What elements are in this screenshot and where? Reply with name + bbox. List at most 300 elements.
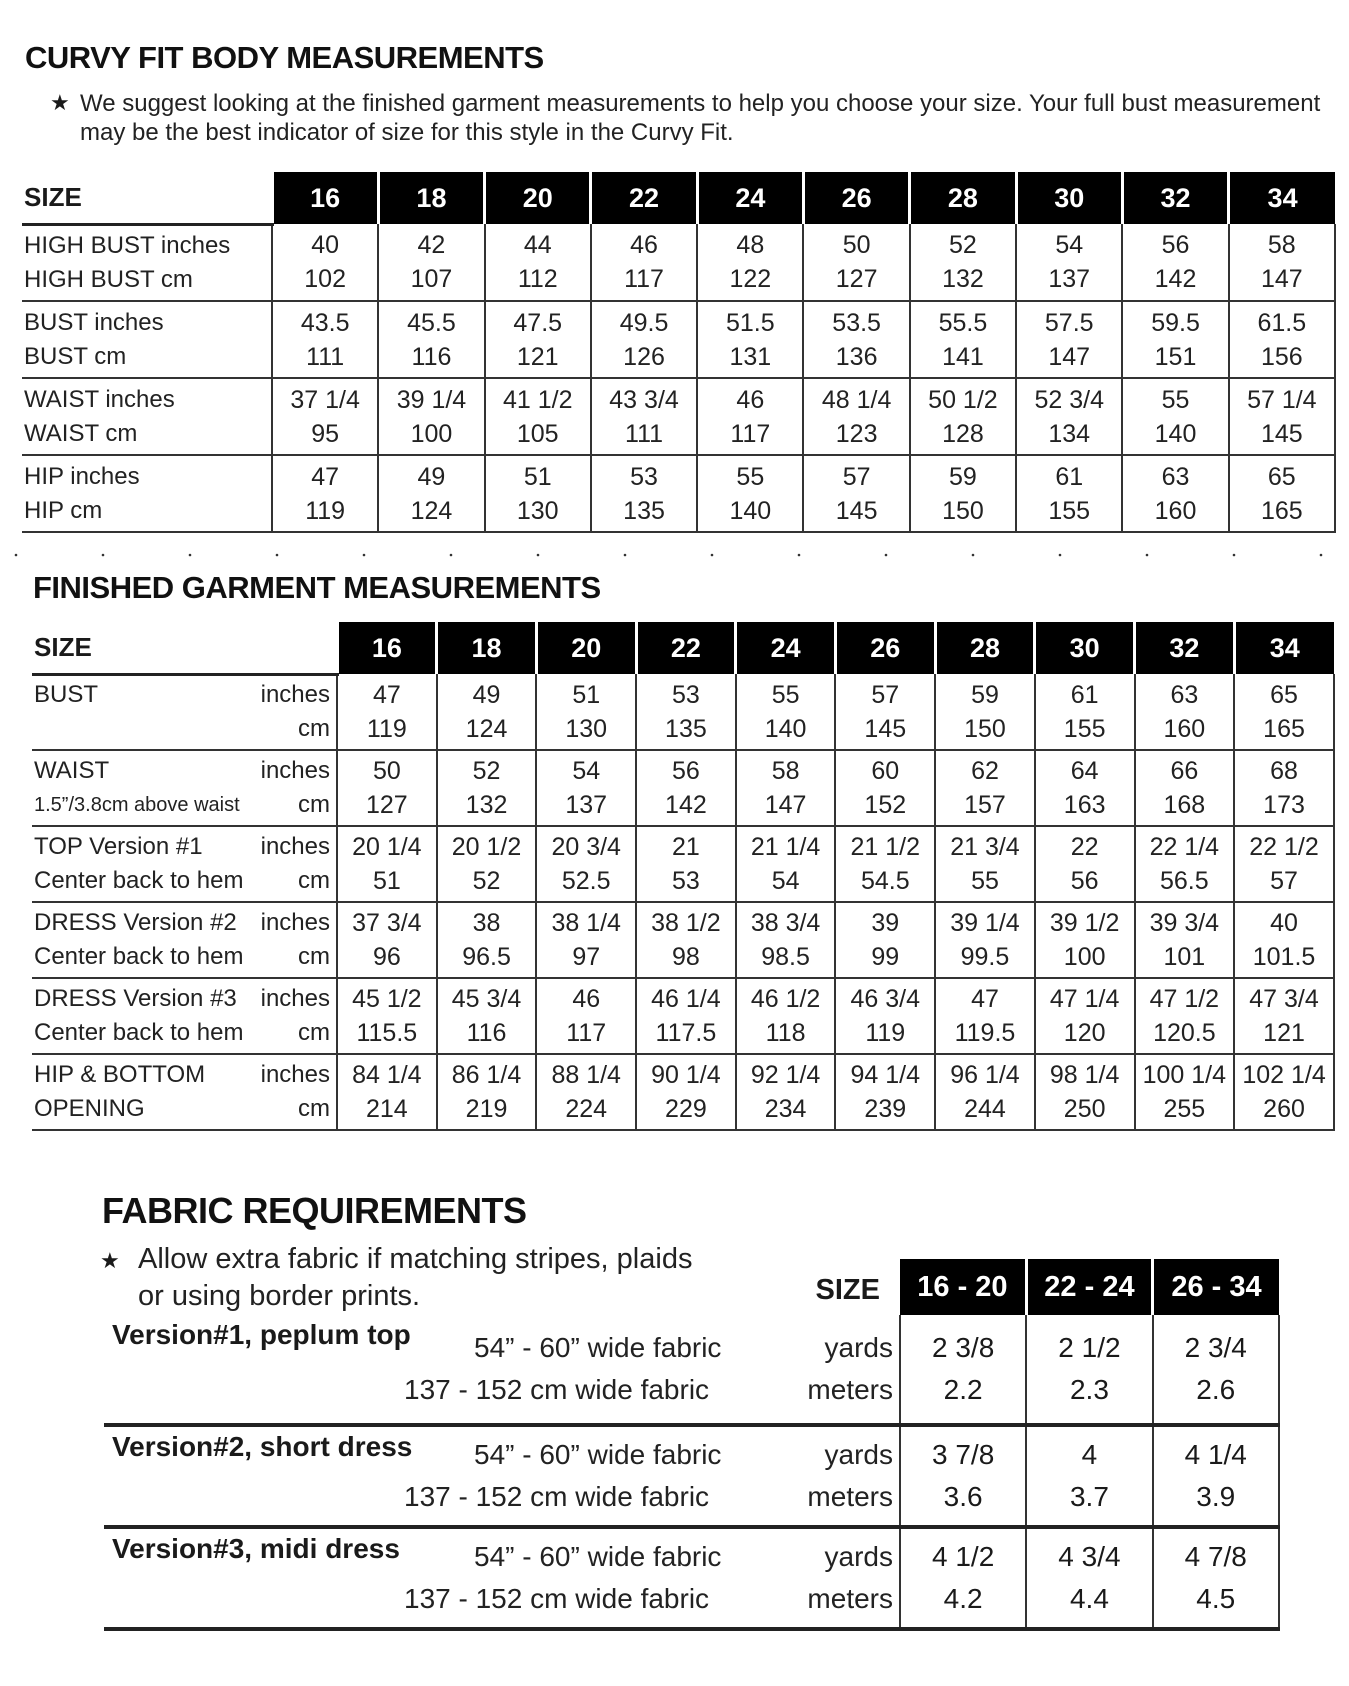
cm-value: 147: [1260, 265, 1303, 293]
cm-value: 53: [672, 867, 700, 895]
table-row: [104, 1527, 1279, 1629]
divider-dot: [1233, 554, 1236, 557]
value-cell: [636, 674, 736, 750]
divider-dot: [189, 554, 192, 557]
value-cell: [910, 378, 1016, 455]
size-header-cell: 26: [803, 172, 909, 224]
inches-value: 37 3/4: [352, 909, 422, 937]
inches-value: 45.5: [407, 308, 456, 337]
value-cell: [636, 750, 736, 826]
cm-value: 155: [1048, 496, 1091, 525]
cm-value: 111: [306, 342, 345, 371]
inches-value: 38 1/2: [651, 909, 721, 937]
inches-value: 40: [311, 231, 340, 259]
width-metric: 137 - 152 cm wide fabric: [404, 1481, 710, 1512]
divider-dot: [711, 554, 714, 557]
cm-value: 117: [624, 265, 664, 293]
unit-yards: yards: [824, 1541, 893, 1572]
cm-value: 150: [942, 496, 984, 525]
meters-value: 3.6: [943, 1481, 983, 1512]
inches-value: 57: [842, 462, 871, 491]
inches-value: 38 1/4: [551, 909, 621, 937]
row-label: [32, 1054, 337, 1130]
value-cell: [736, 674, 836, 750]
unit-cm: cm: [298, 791, 330, 818]
cm-value: 157: [964, 791, 1006, 819]
cm-value: 145: [835, 496, 878, 525]
inches-value: 54: [1055, 231, 1084, 259]
value-cell: [1229, 224, 1335, 301]
value-cell: [536, 674, 636, 750]
cm-value: 219: [465, 1095, 508, 1123]
value-cell: [378, 301, 484, 378]
size-header-cell: 18: [378, 172, 484, 224]
table-row: [104, 1315, 1279, 1425]
size-label: SIZE: [32, 622, 337, 674]
cm-value: 102: [304, 265, 346, 293]
value-cell: [1234, 826, 1334, 902]
inches-value: 57 1/4: [1247, 385, 1317, 414]
value-cell: [935, 978, 1035, 1054]
table-row: [32, 902, 1334, 978]
divider-dot: [972, 554, 975, 557]
inches-value: 46 3/4: [850, 985, 921, 1013]
inches-value: 49: [417, 462, 446, 491]
inches-value: 44: [523, 231, 552, 259]
value-cell: [1135, 902, 1235, 978]
cm-value: 234: [764, 1095, 807, 1123]
cm-value: 160: [1163, 714, 1206, 743]
row-label-line: [34, 754, 336, 788]
cm-value: 239: [864, 1095, 907, 1123]
cm-value: 224: [565, 1095, 608, 1123]
cm-value: 131: [729, 342, 772, 371]
value-cell: [900, 1527, 1026, 1629]
cm-value: 130: [565, 714, 608, 743]
fabric-width: [404, 1425, 774, 1527]
inches-value: 52 3/4: [1034, 385, 1104, 414]
value-cell: [1035, 674, 1135, 750]
inches-value: 38 3/4: [750, 909, 821, 937]
inches-value: 46 1/4: [651, 985, 721, 1013]
size-header-cell: 30: [1016, 172, 1122, 224]
size-header-cell: 26: [835, 622, 935, 674]
cm-value: 142: [1154, 265, 1197, 293]
cm-value: 115.5: [356, 1019, 418, 1047]
value-cell: [736, 750, 836, 826]
yards-value: 3 7/8: [932, 1439, 995, 1470]
table-row: [32, 750, 1334, 826]
inches-value: 63: [1161, 462, 1190, 491]
value-cell: [337, 750, 437, 826]
value-cell: [1234, 978, 1334, 1054]
cm-value: 98.5: [761, 943, 810, 971]
value-cell: [636, 1054, 736, 1130]
cm-value: 152: [864, 791, 907, 819]
inches-value: 22: [1070, 833, 1099, 861]
cm-value: 98: [672, 943, 700, 971]
row-label: [32, 902, 337, 978]
inches-value: 21 1/4: [750, 833, 821, 861]
value-cell: [1035, 1054, 1135, 1130]
value-cell: [1234, 674, 1334, 750]
value-cell: [1229, 301, 1335, 378]
width-imperial: 54” - 60” wide fabric: [474, 1439, 722, 1470]
unit-yards: yards: [824, 1332, 893, 1363]
cm-value: 140: [729, 496, 772, 525]
inches-value: 37 1/4: [290, 385, 360, 414]
inches-value: 94 1/4: [850, 1061, 921, 1089]
fabric-width: [404, 1527, 774, 1629]
inches-value: 98 1/4: [1049, 1061, 1120, 1089]
cm-value: 117: [730, 419, 771, 448]
divider-dot: [15, 554, 18, 557]
inches-value: 88 1/4: [551, 1061, 621, 1089]
row-label: [32, 674, 337, 750]
dotted-divider: [0, 553, 1349, 557]
row-label-name: WAIST: [34, 757, 110, 784]
inches-value: 39 1/2: [1049, 909, 1120, 937]
row-label-inches: HIP inches: [24, 462, 140, 490]
cm-value: 136: [835, 342, 878, 371]
value-cell: [835, 1054, 935, 1130]
value-cell: [1035, 978, 1135, 1054]
value-cell: [1135, 1054, 1235, 1130]
row-label: [22, 224, 272, 301]
value-cell: [1135, 826, 1235, 902]
inches-value: 20 1/4: [352, 833, 422, 861]
cm-value: 244: [964, 1095, 1006, 1123]
inches-value: 46: [736, 385, 765, 414]
value-cell: [1026, 1425, 1152, 1527]
cm-value: 111: [625, 419, 664, 448]
inches-value: 48: [736, 231, 765, 259]
star-icon: ★: [100, 1248, 120, 1273]
cm-value: 151: [1154, 342, 1197, 371]
unit-yards: yards: [824, 1439, 893, 1470]
value-cell: [485, 455, 591, 532]
value-cell: [1122, 224, 1228, 301]
size-header-cell: 24: [736, 622, 836, 674]
cm-value: 112: [517, 265, 558, 293]
cm-value: 97: [572, 943, 601, 971]
value-cell: [1234, 1054, 1334, 1130]
cm-value: 117.5: [655, 1019, 717, 1047]
divider-dot: [363, 554, 366, 557]
row-label-line: [34, 678, 336, 712]
cm-value: 127: [365, 791, 408, 819]
cm-value: 156: [1260, 342, 1303, 371]
value-cell: [910, 455, 1016, 532]
inches-value: 59: [971, 680, 999, 709]
cm-value: 160: [1154, 496, 1197, 525]
inches-value: 21: [672, 833, 700, 861]
unit-inches: inches: [260, 833, 330, 860]
header-spacer: [104, 1259, 474, 1315]
value-cell: [1153, 1425, 1279, 1527]
row-label-cm: HIGH BUST cm: [24, 265, 193, 293]
inches-value: 39 1/4: [396, 385, 467, 414]
inches-value: 90 1/4: [651, 1061, 721, 1089]
inches-value: 64: [1070, 757, 1099, 785]
fabric-note: Allow extra fabric if matching stripes, plaids or using border prints.: [138, 1243, 693, 1312]
width-metric: 137 - 152 cm wide fabric: [404, 1583, 710, 1614]
row-label-cm: WAIST cm: [24, 419, 138, 447]
inches-value: 56: [672, 757, 700, 785]
inches-value: 57.5: [1044, 308, 1094, 337]
size-header-cell: 32: [1122, 172, 1228, 224]
cm-value: 134: [1048, 419, 1091, 448]
cm-value: 116: [466, 1019, 507, 1047]
value-cell: [636, 978, 736, 1054]
inches-value: 65: [1267, 462, 1296, 491]
value-cell: [1035, 750, 1135, 826]
cm-value: 55: [971, 867, 999, 895]
value-cell: [1026, 1527, 1152, 1629]
garment-measurements-title: FINISHED GARMENT MEASUREMENTS: [33, 570, 601, 605]
garment-measurements-table: [32, 622, 1335, 1131]
value-cell: [736, 978, 836, 1054]
value-cell: [1016, 301, 1122, 378]
inches-value: 65: [1270, 680, 1298, 709]
value-cell: [910, 224, 1016, 301]
divider-dot: [885, 554, 888, 557]
cm-value: 51: [372, 867, 401, 895]
yards-value: 4 1/4: [1184, 1439, 1247, 1470]
width-imperial: 54” - 60” wide fabric: [474, 1541, 722, 1572]
yards-value: 4 1/2: [932, 1541, 995, 1572]
cm-value: 163: [1063, 791, 1106, 819]
inches-value: 52: [472, 757, 501, 785]
inches-value: 55: [736, 462, 765, 491]
value-cell: [1016, 455, 1122, 532]
row-label-inches: HIGH BUST inches: [24, 231, 231, 259]
inches-value: 56: [1161, 231, 1190, 259]
inches-value: 86 1/4: [451, 1061, 522, 1089]
cm-value: 96: [372, 943, 401, 971]
inches-value: 20 1/2: [451, 833, 522, 861]
meters-value: 4.5: [1196, 1583, 1236, 1614]
row-label: [22, 378, 272, 455]
value-cell: [1229, 455, 1335, 532]
value-cell: [1234, 902, 1334, 978]
cm-value: 107: [410, 265, 453, 293]
row-label-line: [34, 864, 336, 898]
row-label-cm: BUST cm: [24, 342, 127, 370]
size-label: SIZE: [815, 1274, 880, 1306]
row-label-line: [34, 906, 336, 940]
value-cell: [536, 750, 636, 826]
size-header-cell: 34: [1234, 622, 1334, 674]
inches-value: 51.5: [726, 308, 775, 337]
value-cell: [1122, 455, 1228, 532]
divider-dot: [1059, 554, 1062, 557]
cm-value: 105: [516, 419, 559, 448]
fabric-width: [404, 1315, 774, 1425]
value-cell: [1122, 378, 1228, 455]
unit-meters: meters: [807, 1583, 893, 1614]
inches-value: 66: [1170, 757, 1199, 785]
cm-value: 117: [566, 1019, 607, 1047]
row-label-sub: Center back to hem: [34, 943, 244, 970]
body-measurements-table: [22, 172, 1336, 533]
inches-value: 46 1/2: [750, 985, 821, 1013]
cm-value: 119: [865, 1019, 906, 1047]
cm-value: 52.5: [561, 867, 611, 895]
value-cell: [536, 978, 636, 1054]
table-row: [32, 1054, 1334, 1130]
value-cell: [378, 378, 484, 455]
inches-value: 22 1/2: [1249, 833, 1319, 861]
row-label-name: DRESS Version #2: [34, 909, 237, 936]
cm-value: 147: [1048, 342, 1091, 371]
row-label-name: DRESS Version #3: [34, 985, 237, 1012]
cm-value: 140: [1154, 419, 1197, 448]
value-cell: [736, 902, 836, 978]
row-label-line: [34, 830, 336, 864]
value-cell: [1153, 1315, 1279, 1425]
cm-value: 54: [771, 867, 800, 895]
cm-value: 145: [1260, 419, 1303, 448]
row-label-line: [34, 1092, 336, 1126]
table-row: [104, 1425, 1279, 1527]
cm-value: 100: [410, 419, 453, 448]
row-label-sub: Center back to hem: [34, 867, 244, 894]
cm-value: 56: [1070, 867, 1099, 895]
value-cell: [803, 224, 909, 301]
value-cell: [697, 224, 803, 301]
value-cell: [935, 902, 1035, 978]
cm-value: 250: [1063, 1095, 1106, 1123]
cm-value: 120: [1063, 1019, 1106, 1047]
unit-cm: cm: [298, 715, 330, 743]
body-measurements-title: CURVY FIT BODY MEASUREMENTS: [25, 40, 544, 75]
size-header-cell: 34: [1229, 172, 1335, 224]
cm-value: 165: [1260, 496, 1303, 525]
value-cell: [591, 301, 697, 378]
value-cell: [835, 750, 935, 826]
inches-value: 43 3/4: [609, 385, 679, 414]
inches-value: 61.5: [1257, 308, 1307, 337]
value-cell: [272, 378, 378, 455]
inches-value: 45 3/4: [451, 985, 522, 1013]
cm-value: 132: [465, 791, 508, 819]
cm-value: 126: [623, 342, 665, 371]
value-cell: [337, 826, 437, 902]
size-header-row: [32, 622, 1334, 674]
value-cell: [910, 301, 1016, 378]
value-cell: [1016, 378, 1122, 455]
fabric-unit: [774, 1527, 900, 1629]
cm-value: 140: [764, 714, 807, 743]
cm-value: 119: [366, 714, 407, 743]
value-cell: [803, 378, 909, 455]
cm-value: 95: [311, 419, 340, 448]
value-cell: [437, 750, 537, 826]
value-cell: [835, 826, 935, 902]
value-cell: [900, 1315, 1026, 1425]
inches-value: 49: [472, 680, 501, 709]
value-cell: [636, 902, 736, 978]
value-cell: [437, 674, 537, 750]
value-cell: [536, 902, 636, 978]
cm-value: 99.5: [960, 943, 1010, 971]
value-cell: [835, 902, 935, 978]
cm-value: 150: [964, 714, 1006, 743]
yards-value: 4 3/4: [1058, 1541, 1121, 1572]
value-cell: [1035, 902, 1135, 978]
unit-meters: meters: [807, 1374, 893, 1405]
version-label: Version#1, peplum top: [104, 1315, 474, 1425]
value-cell: [437, 902, 537, 978]
inches-value: 39 1/4: [950, 909, 1020, 937]
size-header-row: [22, 172, 1335, 224]
cm-value: 168: [1163, 791, 1206, 819]
cm-value: 132: [942, 265, 984, 293]
value-cell: [272, 301, 378, 378]
value-cell: [935, 826, 1035, 902]
divider-dot: [624, 554, 627, 557]
unit-inches: inches: [260, 909, 330, 936]
cm-value: 121: [516, 342, 559, 371]
divider-dot: [1320, 554, 1323, 557]
value-cell: [835, 674, 935, 750]
value-cell: [736, 826, 836, 902]
value-cell: [697, 378, 803, 455]
cm-value: 128: [942, 419, 984, 448]
value-cell: [736, 1054, 836, 1130]
divider-dot: [276, 554, 279, 557]
table-row: [32, 826, 1334, 902]
cm-value: 123: [835, 419, 878, 448]
body-note: We suggest looking at the finished garment measurements to help you choose your size. Your full bust measurement may be the best indicator of size for this style in the Curvy Fit.: [80, 90, 1321, 146]
value-cell: [1135, 978, 1235, 1054]
inches-value: 47.5: [513, 308, 563, 337]
value-cell: [272, 455, 378, 532]
cm-value: 137: [1048, 265, 1091, 293]
cm-value: 101: [1163, 943, 1206, 971]
inches-value: 50: [842, 231, 871, 259]
row-label: [32, 978, 337, 1054]
value-cell: [636, 826, 736, 902]
inches-value: 92 1/4: [750, 1061, 821, 1089]
inches-value: 50: [372, 757, 401, 785]
size-header-cell: 22: [591, 172, 697, 224]
cm-value: 120.5: [1153, 1019, 1216, 1047]
inches-value: 51: [523, 462, 552, 491]
row-label-sub: OPENING: [34, 1095, 145, 1122]
value-cell: [591, 224, 697, 301]
fabric-unit: [774, 1315, 900, 1425]
inches-value: 59.5: [1151, 308, 1200, 337]
value-cell: [337, 902, 437, 978]
cm-value: 52: [472, 867, 501, 895]
inches-value: 47 1/2: [1149, 985, 1220, 1013]
inches-value: 39: [871, 909, 900, 937]
inches-value: 62: [971, 757, 999, 785]
cm-value: 165: [1263, 714, 1305, 743]
value-cell: [935, 750, 1035, 826]
value-cell: [1135, 674, 1235, 750]
value-cell: [935, 674, 1035, 750]
value-cell: [697, 455, 803, 532]
value-cell: [485, 378, 591, 455]
inches-value: 96 1/4: [950, 1061, 1020, 1089]
row-label-line: [34, 712, 336, 746]
inches-value: 39 3/4: [1149, 909, 1220, 937]
size-header-cell: 20: [485, 172, 591, 224]
value-cell: [337, 1054, 437, 1130]
